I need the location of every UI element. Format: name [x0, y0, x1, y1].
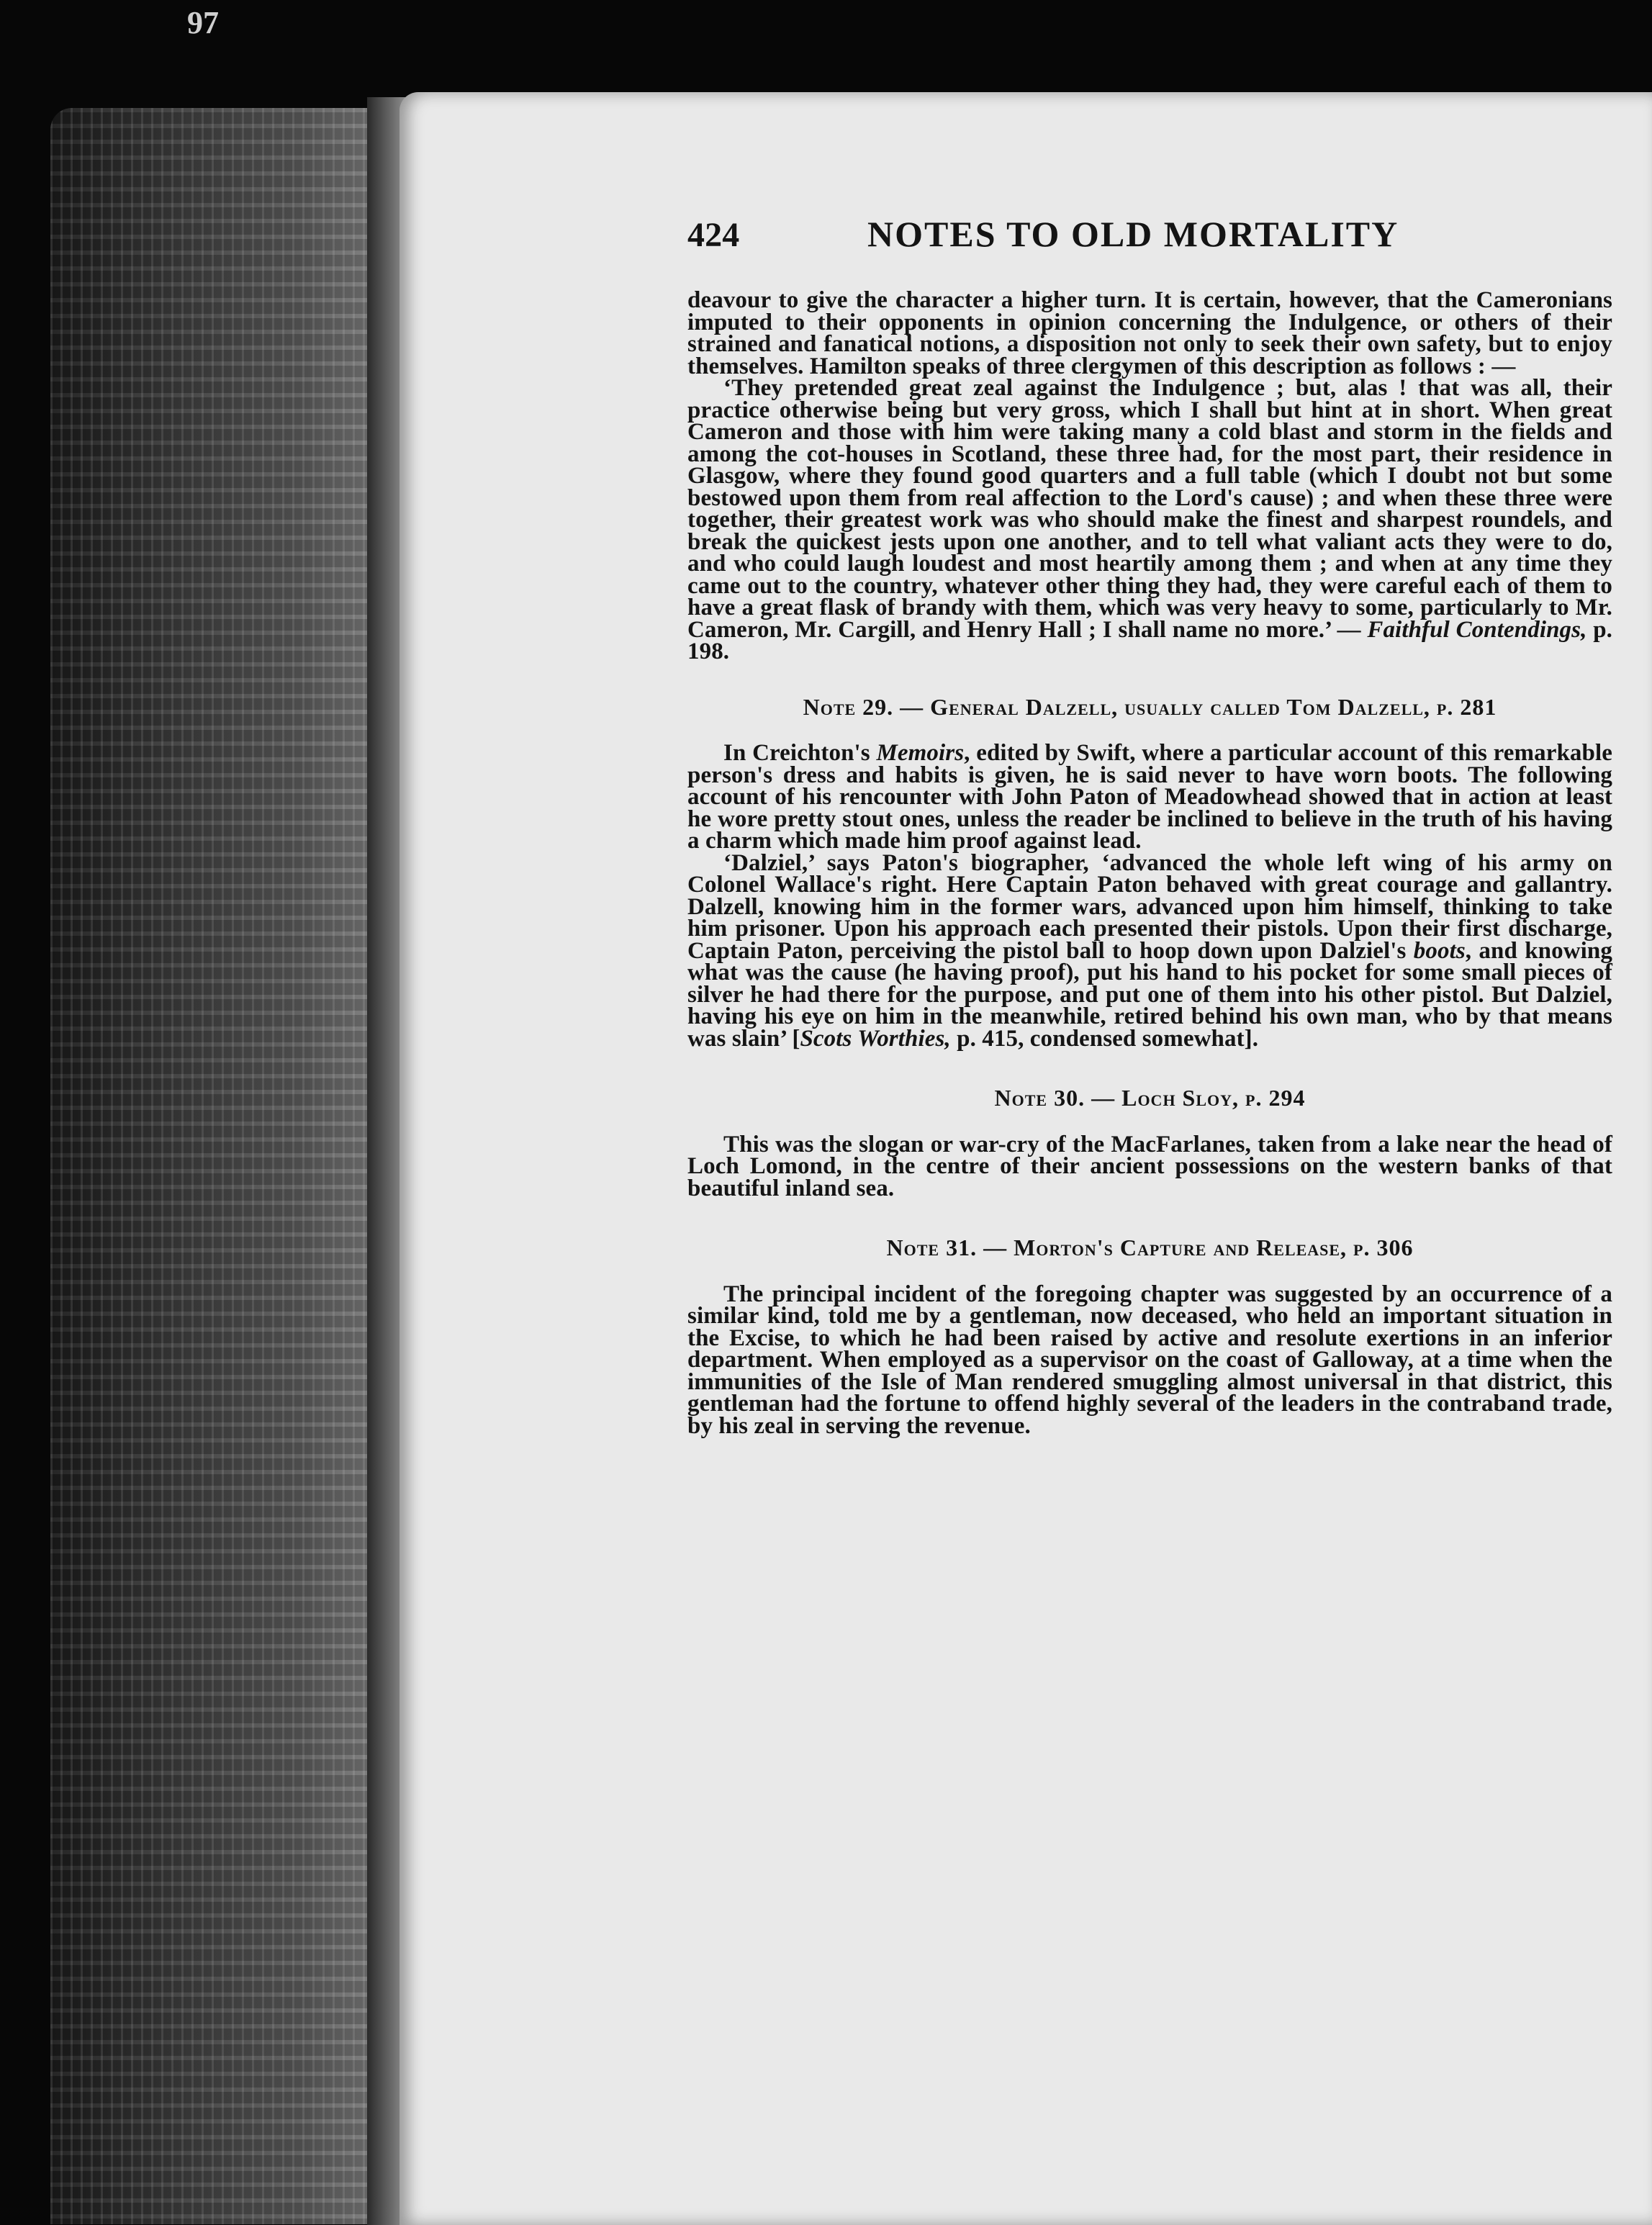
note-31-heading: Note 31. — Morton's Capture and Release, p. 306 [886, 1235, 1414, 1260]
page-title: NOTES TO OLD MORTALITY [867, 214, 1399, 254]
hamilton-quote-text: ‘They pretended great zeal against the Indulgence ; but, alas ! that was all, their practice otherwise being but very gross, which I shall but hint at in short. When great Cameron and those with him were taking many a cold blast and storm in the fields and among the cot-houses in Scotland, these three had, for the most part, their residence in Glasgow, where they found good quarters and a full table (which I doubt not but some bestowed upon them from real affection to the Lord's cause) ; and when these three were together, their greatest work was who should make the finest and sharpest roundels, and break the quickest jests upon one another, and to tell what valiant acts they were to do, and who could laugh loudest and most heartily among them ; and when at any time they came out to the country, whatever other thing they had, they were careful each of them to have a great flask of brandy with them, which was very heavy to some, particularly to Mr. Cameron, Mr. Cargill, and Henry Hall ; I shall name no more.’ — [687, 375, 1612, 643]
corner-mark: 97 [187, 5, 219, 40]
note-29-text-a: In Creichton's [723, 740, 877, 766]
note-29-text-b: , edited by Swift, where a particular account of this remarkable person's dress and habits is given, he is said never to have worn boots. The following account of his rencounter with John Paton of Meadowhead showed that in action at least he wore pretty stout ones, unless the reader be inclined to believe in the truth of his having a charm which made him proof against lead. [687, 740, 1612, 854]
book-fore-edge [50, 108, 410, 2224]
quote-source: Faithful Contendings, [1367, 616, 1587, 643]
running-head [687, 214, 1612, 289]
note-29-heading: Note 29. — General Dalzell, usually called Tom Dalzell, p. 281 [803, 693, 1497, 720]
scots-worthies-title: Scots Worthies, [800, 1025, 951, 1052]
note-31-paragraph: The principal incident of the foregoing chapter was suggested by an occurrence of a similar kind, told me by a gentleman, now deceased, who held an important situation in the Excise, to which he had been raised by active and resolute exertions in an inferior department. When employed as a supervisor on the coast of Galloway, at a time when the immunities of the Isle of Man rendered smuggling almost universal in that district, this gentleman had the fortune to offend highly several of the leaders in the contraband trade, by his zeal in serving the revenue. [687, 1281, 1612, 1439]
note-29-text-d: , and knowing what was the cause (he having proof), put his hand to his pocket for some small pieces of silver he had there for the purpose, and put one of them into his other pistol. But Dalziel, having his eye on him in the meanwhile, retired behind his own man, who by that means was slain’ [ [687, 937, 1612, 1052]
continued-paragraph: deavour to give the character a higher turn. It is certain, however, that the Cameronians imputed to their opponents in opinion concerning the Indulgence, or others of their strained and fanatical notions, a disposition not only to seek their own safety, but to enjoy themselves. Hamilton speaks of three clergymen of this description as follows : — [687, 287, 1612, 379]
note-30-paragraph: This was the slogan or war-cry of the MacFarlanes, taken from a lake near the head of Loch Lomond, in the centre of their ancient possessions on the western banks of that beautiful inland sea. [687, 1131, 1612, 1201]
page-number: 424 [687, 216, 740, 254]
note-30-heading: Note 30. — Loch Sloy, p. 294 [994, 1085, 1306, 1111]
boots-word: boots [1413, 937, 1466, 964]
note-29-paragraph-2 [687, 849, 1612, 1052]
note-29-paragraph-1 [687, 742, 1612, 852]
quote-page: p. 198. [687, 616, 1612, 664]
hamilton-quote [687, 377, 1612, 663]
note-29-text-c: ‘Dalziel,’ says Paton's biographer, ‘advanced the whole left wing of his army on Colonel Wallace's right. Here Captain Paton behaved with great courage and gallantry. Dalzell, knowing him in the former wars, advanced upon him himself, thinking to take him prisoner. Upon his approach each presented their pistols. Upon their first discharge, Captain Paton, perceiving the pistol ball to hoop down upon Dalziel's [687, 849, 1612, 964]
text-column [687, 214, 1612, 1439]
note-29-text-e: p. 415, condensed somewhat]. [950, 1025, 1259, 1052]
memoirs-title: Memoirs [876, 740, 965, 766]
